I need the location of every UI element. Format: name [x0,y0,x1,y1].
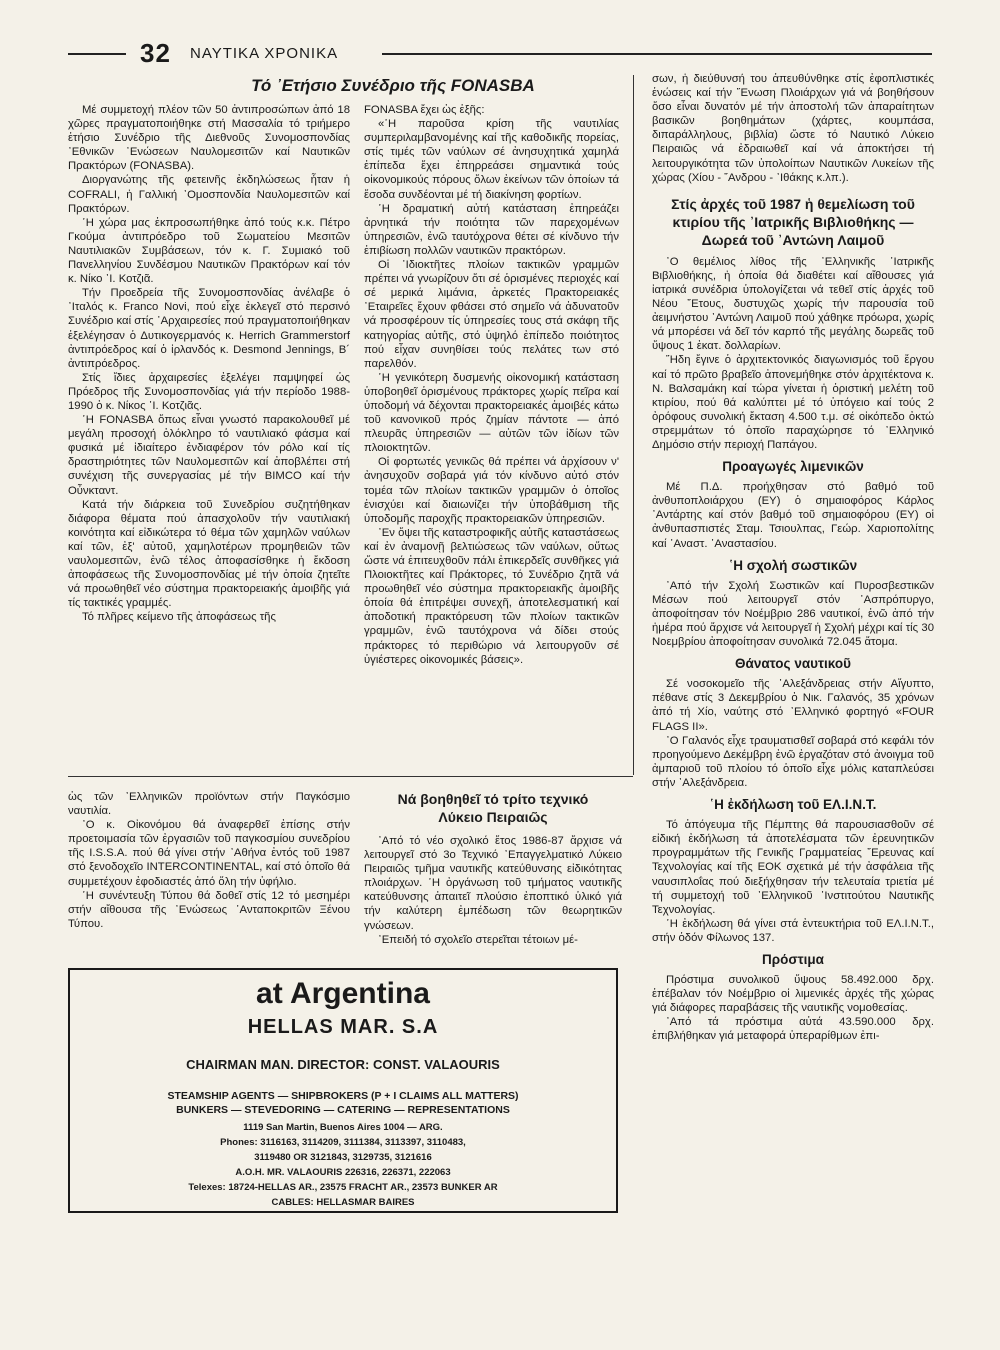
section-divider [68,776,633,777]
column-divider [633,75,634,775]
paragraph: Στίς ἴδιες ἀρχαιρεσίες ἐξελέγει παμψηφεί ὡς Πρόεδρος τῆς Συνομοσπονδίας γιά τήν περίοδο 1988-1990 ὁ κ. Νίκος ᾽Ι. Κοτζιᾶς. [68,371,350,412]
main-article-column-1 [68,103,350,624]
paragraph: Μέ συμμετοχή πλέον τῶν 50 ἀντιπροσώπων ἀπό 18 χῶρες πραγματοποιήθηκε στή Μασσαλία τό τριήμερο ἐτήσιο Συνέδριο τῆς Διεθνοῦς Συνομοσπονδίας ᾽Εθνικῶν ᾽Ενώσεων Ναυλομεσιτῶν καί Ναυτικῶν Πρακτόρων (FONASBA). [68,104,350,173]
paragraph: ᾽Από τήν Σχολή Σωστικῶν καί Πυροσβεστικῶν Μέσων πού λειτουργεῖ στόν ᾽Ασπρόπυργο, ἀποφοίτησαν τόν Νοέμβριο 286 ναυτικοί, ἐνῶ ἀπό τήν ἡμέρα πού ἄρχισε νά λειτουργεῖ ἡ Σχολή μέχρι καί τίς 30 Νοεμβρίου ἀποφοίτησαν συνολικά 72.045 ἄτομα. [652,579,934,649]
paragraph: ῾Η ἐκδήλωση θά γίνει στά ἐντευκτήρια τοῦ ΕΛ.Ι.Ν.Τ., στήν ὁδόν Φίλωνος 137. [652,917,934,944]
paragraph: ᾽Ο θεμέλιος λίθος τῆς ᾽Ελληνικῆς ᾽Ιατρικῆς Βιβλιοθήκης, ἡ ὁποία θά διαθέτει καί αἴθουσες γιά ἰατρικά συνέδρια ὑπολογίζεται νά τεθεῖ στίς ἀρχές τοῦ Νέου ῎Ετους, δυστυχῶς χωρίς τήν παρουσία τοῦ ἀειμνήστου ᾽Αντώνη Λαιμοῦ πού χάθηκε πρόωρα, χωρίς νά μπορέσει νά δεῖ τόν καρπό τῆς μεγάλης δωρεᾶς τοῦ ὕψους 1 ἑκατ. δολλαρίων. [652,255,934,353]
ad-phones-2: 3119480 OR 3121843, 3129735, 3121616 [254,1152,432,1163]
paragraph: ῎Ηδη ἔγινε ὁ ἀρχιτεκτονικός διαγωνισμός τοῦ ἔργου καί τό πρῶτο βραβεῖο ἀπονεμήθηκε στόν ἀρχιτέκτονα κ. Ν. Βαλσαμάκη καί τώρα γίνεται ἡ ὁριστική μελέτη τοῦ κτιρίου, πού θά καλύπτει μέ τό ὑπόγειο καί τούς 2 ὀρόφους συνολική ἔκταση 4.500 τ.μ. σέ οἰκόπεδο ὀκτώ στρεμμάτων τό ὁποῖο παραχώρησε τό ᾽Ελληνικό Δημόσιο στήν περιοχή Παπάγου. [652,354,934,451]
main-article-title: Τό ᾽Ετήσιο Συνέδριο τῆς FONASBA [251,76,535,95]
page-number: 32 [140,38,171,68]
paragraph: ᾽Ο Γαλανός εἶχε τραυματισθεῖ σοβαρά στό κεφάλι τόν προηγούμενο Δεκέμβρη ἐνῶ ἐργαζόταν στό ἀνοιγμα τοῦ ἀμπαριοῦ τοῦ πλοίου τό ὁποῖο εἶχε μόλις καταπλεύσει στήν ᾽Αλεξάνδρεια. [652,734,934,789]
paragraph: ῾Η γενικότερη δυσμενής οἰκονομική κατάσταση ὑποβοηθεῖ ὁρισμένους πράκτορες χωρίς πεῖρα καί ὑποδομή νά δέχονται πρακτορειακές ἀμοιβές κάτω τοῦ κανονικοῦ πρός ζημίαν πάντοτε — ἀπό πλευρᾶς ὑπηρεσιῶν — αὐτῶν τῶν ἰδίων τῶν πλοιοκτητῶν. [364,371,619,455]
ad-services-line-1: STEAMSHIP AGENTS — SHIPBROKERS (P + I CLAIMS ALL MATTERS) [167,1090,519,1102]
paragraph: ᾽Από τά πρόστιμα αὐτά 43.590.000 δρχ. ἐπιβλήθηκαν γιά μεταφορά ὑπεραρίθμων ἐπι- [652,1016,934,1043]
fines-title: Πρόστιμα [762,951,824,967]
paragraph: Πρόστιμα συνολικοῦ ὕψους 58.492.000 δρχ. ἐπέβαλαν τόν Νοέμβριο οἱ λιμενικές ἀρχές τῆς χώρας γιά διάφορες παραβάσεις τῆς ναυτικῆς νομοθεσίας. [652,974,934,1015]
ad-chairman: CHAIRMAN MAN. DIRECTOR: CONST. VALAOURIS [186,1057,500,1072]
paragraph: «῾Η παροῦσα κρίση τῆς ναυτιλίας συμπεριλαμβανομένης καί τῆς καθοδικῆς πορείας, στίς τιμές τῶν ναύλων σέ ἀνησυχητικά χαμηλά ἐπίπεδα ἔχει ἐπηρρεάσει σημαντικά τούς οἰκονομικούς πόρους ὅλων ἐκείνων τῶν ὁποίων τά ἔσοδα συνδέονται μέ τή διακίνηση φορτίων. [364,118,619,201]
paragraph: ῾Η συνέντευξη Τύπου θά δοθεῖ στίς 12 τό μεσημέρι στήν αἴθουσα τῆς ᾽Ενώσεως ᾽Ανταποκριτῶν Ξένου Τύπου. [68,889,350,930]
death-title: Θάνατος ναυτικοῦ [735,656,851,672]
ad-aoh: A.O.H. MR. VALAOURIS 226316, 226371, 222063 [235,1167,451,1178]
paragraph: ῾Η δραματική αὐτή κατάσταση ἐπηρεάζει ἀρνητικά τήν ποιότητα τῶν παρεχομένων ὑπηρεσιῶν, ἐνῶ ταυτόχρονα θέτει σέ κίνδυνο τήν ἐπιβίωση πολλῶν ναυτικῶν πρακτόρων. [364,202,619,257]
paragraph: Διοργανώτης τῆς φετεινῆς ἐκδηλώσεως ἦταν ἡ COFRALI, ἡ Γαλλική ᾽Ομοσπονδία Ναυλομεσιτῶν καί Πρακτόρων. [68,174,350,215]
paragraph: ᾽Επειδή τό σχολεῖο στερεῖται τέτοιων μέ- [378,933,578,946]
header-rule-left [68,53,126,55]
paragraph: ᾽Εν ὄψει τῆς καταστροφικῆς αὐτῆς καταστάσεως καί ἐν ἀναμονῇ βελτιώσεως τῶν ναύλων, οὕτως ὥστε νά ἐπιτευχθοῦν πάλι ἐπικερδεῖς συνθῆκες γιά Πλοιοκτῆτες καί Πράκτορες, τό Συνέδριο ζητᾶ νά προωθηθεῖ νέο σύστημα πρακτορειακῆς ἀμοιβῆς ὁποία θά ἐπιτρέψει συνεχῆ, ἀποτελεσματική καί ἀποδοτική πρακτόρευση τῶν πλοίων τακτικῶν γραμμῶν, ἐνῶ ταυτόχρονα νά δίδει στούς πράκτορες τό περιθώριο νά λειτουργοῦν σέ ὑγιέστερες οἰκονομικές βάσεις». [364,526,619,666]
ad-phones-1: Phones: 3116163, 3114209, 3111384, 3113397, 3110483, [220,1137,466,1148]
paragraph: Οἱ φορτωτές γενικῶς θά πρέπει νά ἀρχίσουν ν' ἀνησυχοῦν σοβαρά γιά τόν κίνδυνο αὐτό στόν τομέα τῶν πλοίων τακτικῶν γραμμῶν ὁ ὁποῖος ἐνισχύει καί διαιωνίζει τήν ὑποβάθμιση τῆς ὑποδομῆς παροχῆς πρακτορειακῶν ὑπηρεσιῶν. [364,456,619,525]
paragraph: ῾Η FONASBA ὅπως εἶναι γνωστό παρακολουθεῖ μέ μεγάλη προσοχή ὁλόκληρο τό ναυτιλιακό φάσμα καί φυσικά μέ ἰδιαίτερο ἐνδιαφέρον τόν ρόλο καί τίς δραστηριότητες τῶν Ναυλομεσιτῶν καί ἀποβλέπει στή συνέχιση τῆς συνεργασίας μέ τήν BIMCO καί τήν Οὖνκταντ. [68,414,350,497]
ad-cables: CABLES: HELLASMAR BAIRES [271,1197,415,1208]
main-article-continuation [68,790,350,931]
lykeio-article [364,790,622,947]
paragraph: σων, ἡ διεύθυνσή του ἀπευθύνθηκε στίς ἐφοπλιστικές ἑνώσεις καί τήν ῞Ενωση Πλοιάρχων γιά νά βοηθήσουν ὅσο εἶναι δυνατόν μέ τήν ἀποστολή τῶν ἀπαραίτητων βασικῶν βοηθημάτων (χάρτες, κουμπάσα, διπαράλληλους, βιβλία) ὥστε τό Ναυτικό Λύκειο Πειραιῶς νά ἐδραιωθεῖ καί νά ἀποκτήσει τή λειτουργικότητα τῶν ὑπολοίπων Ναυτικῶν Λυκείων τῆς χώρας (Χίου - ῎Ανδρου - ᾽Ιθάκης κ.λπ.). [652,73,934,184]
ad-telexes: Telexes: 18724-HELLAS AR., 23575 FRACHT AR., 23573 BUNKER AR [188,1182,498,1193]
ad-title: at Argentina [256,977,430,1010]
promotions-title: Προαγωγές λιμενικῶν [722,459,864,475]
right-column [652,72,934,1044]
paragraph: Σέ νοσοκομεῖο τῆς ᾽Αλεξάνδρειας στήν Αἴγυπτο, πέθανε στίς 3 Δεκεμβρίου ὁ Νικ. Γαλανός, 35 χρόνων ἀπό τή Χίο, ναύτης στό ᾽Ελληνικό φορτηγό «FOUR FLAGS II». [652,678,934,733]
advertisement-box [68,968,618,1213]
paragraph: Τήν Προεδρεία τῆς Συνομοσπονδίας ἀνέλαβε ὁ ᾽Ιταλός κ. Franco Novi, πού εἶχε ἐκλεγεῖ στό περσινό Συνέδριο καί στίς ᾽Αρχαιρεσίες πού πραγματοποιήθηκαν ἐξελέγησαν ὁ Δυτικογερμανός κ. Herrich Grammerstorf ἀντιπρόεδρος καί ὁ ἰρλανδός κ. Desmond Jennings, Β´ ἀντιπρόεδρος. [68,287,350,370]
library-article-title: Στίς ἀρχές τοῦ 1987 ἡ θεμελίωση τοῦ κτιρίου τῆς ᾽Ιατρικῆς Βιβλιοθήκης — Δωρεά τοῦ ᾽Αντώνη Λαιμοῦ [671,195,915,248]
paragraph: Κατά τήν διάρκεια τοῦ Συνεδρίου συζητήθηκαν διάφορα θέματα πού ἀπασχολοῦν τήν ναυτιλιακή κοινότητα καί εἰδικώτερα τό θέμα τῶν χαμηλῶν ναύλων καί τῶν, ἐξ' αὐτοῦ, χαμηλοτέρων προμηθειῶν τῶν ναυλομεσιτῶν, ἐνῶ τέλος ἀποφασίσθηκε ἡ ἔκδοση ἀποφάσεως τῆς Συνομοσπονδίας μέ τήν ὁποία ζητεῖτε νά προωθηθεῖ νέο σύστημα πρακτορειακής ἀμοιβῆς γιά τίς τακτικές γραμμές. [68,498,350,610]
paragraph: Οἱ ᾽Ιδιοκτῆτες πλοίων τακτικῶν γραμμῶν πρέπει νά γνωρίζουν ὅτι σέ ὁρισμένες περιοχές καί σέ μερικά λιμάνια, ἀρκετές Πρακτορειακές ᾽Εταιρεῖες ἔχουν φθάσει στό σημεῖο νά ἀδυνατοῦν νά προσφέρουν τίς ὑπηρεσίες τους στά σκάφη τῆς κατηγορίας αὐτῆς, στό ὑψηλό ἐπίπεδο ποιότητος πού εἶχαν συνηθίσει τούς πελάτες των στό παρελθόν. [364,259,619,370]
paragraph: Τό πλῆρες κείμενο τῆς ἀποφάσεως τῆς [82,611,276,624]
paragraph: Μέ Π.Δ. προήχθησαν στό βαθμό τοῦ ἀνθυποπλοιάρχου (ΕΥ) ὁ σημαιοφόρος Κάρλος ᾽Αντάρτης καί στόν βαθμό τοῦ σημαιοφόρου (ΕΥ) οἱ ἀνθυπασπιστές Σταμ. Τσιουλπας, Γεώρ. Χαριοπολίτης καί ᾽Αναστ. ᾽Αναστασίου. [652,481,934,550]
paragraph: ὡς τῶν ᾽Ελληνικῶν προϊόντων στήν Παγκόσμιο ναυτιλία. [68,791,350,818]
elint-title: ῾Η ἐκδήλωση τοῦ ΕΛ.Ι.Ν.Τ. [709,797,877,813]
paragraph: ᾽Ο κ. Οἰκονόμου θά ἀναφερθεῖ ἐπίσης στήν προετοιμασία τῶν ἐργασιῶν τοῦ παγκοσμίου συνεδρίου τῆς I.S.S.A. πού θά γίνει στήν ᾽Αθήνα ἐντός τοῦ 1987 στό ξενοδοχεῖο INTERCONTINENTAL, καί στό ὁποῖο θά συμμετέχουν ἐφοδιαστές ἀπό ὅλη τήν ὑφήλιο. [68,819,350,888]
main-article-column-2 [364,103,619,667]
ad-address: 1119 San Martin, Buenos Aires 1004 — ARG. [243,1122,443,1133]
paragraph: ῾Η χώρα μας ἐκπροσωπήθηκε ἀπό τούς κ.κ. Πέτρο Γκούμα ἀντιπρόεδρο τοῦ Σωματείου Μεσιτῶν Ναυτιλιακῶν Συμβάσεων, τόν κ. Γ. Συμιακό τοῦ Πανελληνίου Συνδέσμου Ναυτικῶν Πρακτόρων καί τόν κ. Νίκο ᾽Ι. Κοτζιᾶ. [68,216,350,286]
ad-company-name: HELLAS MAR. S.A [247,1016,439,1038]
header-rule-right [382,53,932,55]
ad-services-line-2: BUNKERS — STEVEDORING — CATERING — REPRESENTATIONS [176,1104,510,1116]
school-title: ῾Η σχολή σωστικῶν [728,557,858,573]
paragraph: FONASBA ἔχει ὡς ἑξῆς: [364,104,485,116]
paragraph: ᾽Από τό νέο σχολικό ἔτος 1986-87 ἄρχισε νά λειτουργεῖ στό 3ο Τεχνικό ᾽Επαγγελματικό Λύκειο Πειραιῶς τμῆμα ναυτικῆς κατεύθυνσης εἰδικότητας πλοιάρχων. ῾Η ὀργάνωση τοῦ τμήματος ναυτικῆς κατεύθυνσης ἀπαιτεῖ πλούσιο ἐποπτικό ὑλικό γιά τήν καλύτερη ἐμπέδωση τῶν θεωρητικῶν γνώσεων. [364,835,622,932]
paragraph: Τό ἀπόγευμα τῆς Πέμπτης θά παρουσιασθοῦν σέ εἰδική ἐκδήλωση τά ἀποτελέσματα τῶν ἐρευνητικῶν προγραμμάτων τῆς Γενικῆς Γραμματείας ῎Ερευνας καί Τεχνολογίας καί τῆς ΕΟΚ σχετικά μέ τήν ἀσφάλεια τῆς ναυσιπλοΐας πού διεξήχθησαν τήν τελευταία τριετία μέ τή συμμετοχή τοῦ ᾽Ελληνικοῦ ᾽Ινστιτούτου Ναυτικῆς Τεχνολογίας. [652,819,934,916]
publication-name: ΝΑΥΤΙΚΑ ΧΡΟΝΙΚΑ [190,45,339,62]
lykeio-article-title: Νά βοηθηθεῖ τό τρίτο τεχνικό Λύκειο Πειραιῶς [397,791,589,825]
